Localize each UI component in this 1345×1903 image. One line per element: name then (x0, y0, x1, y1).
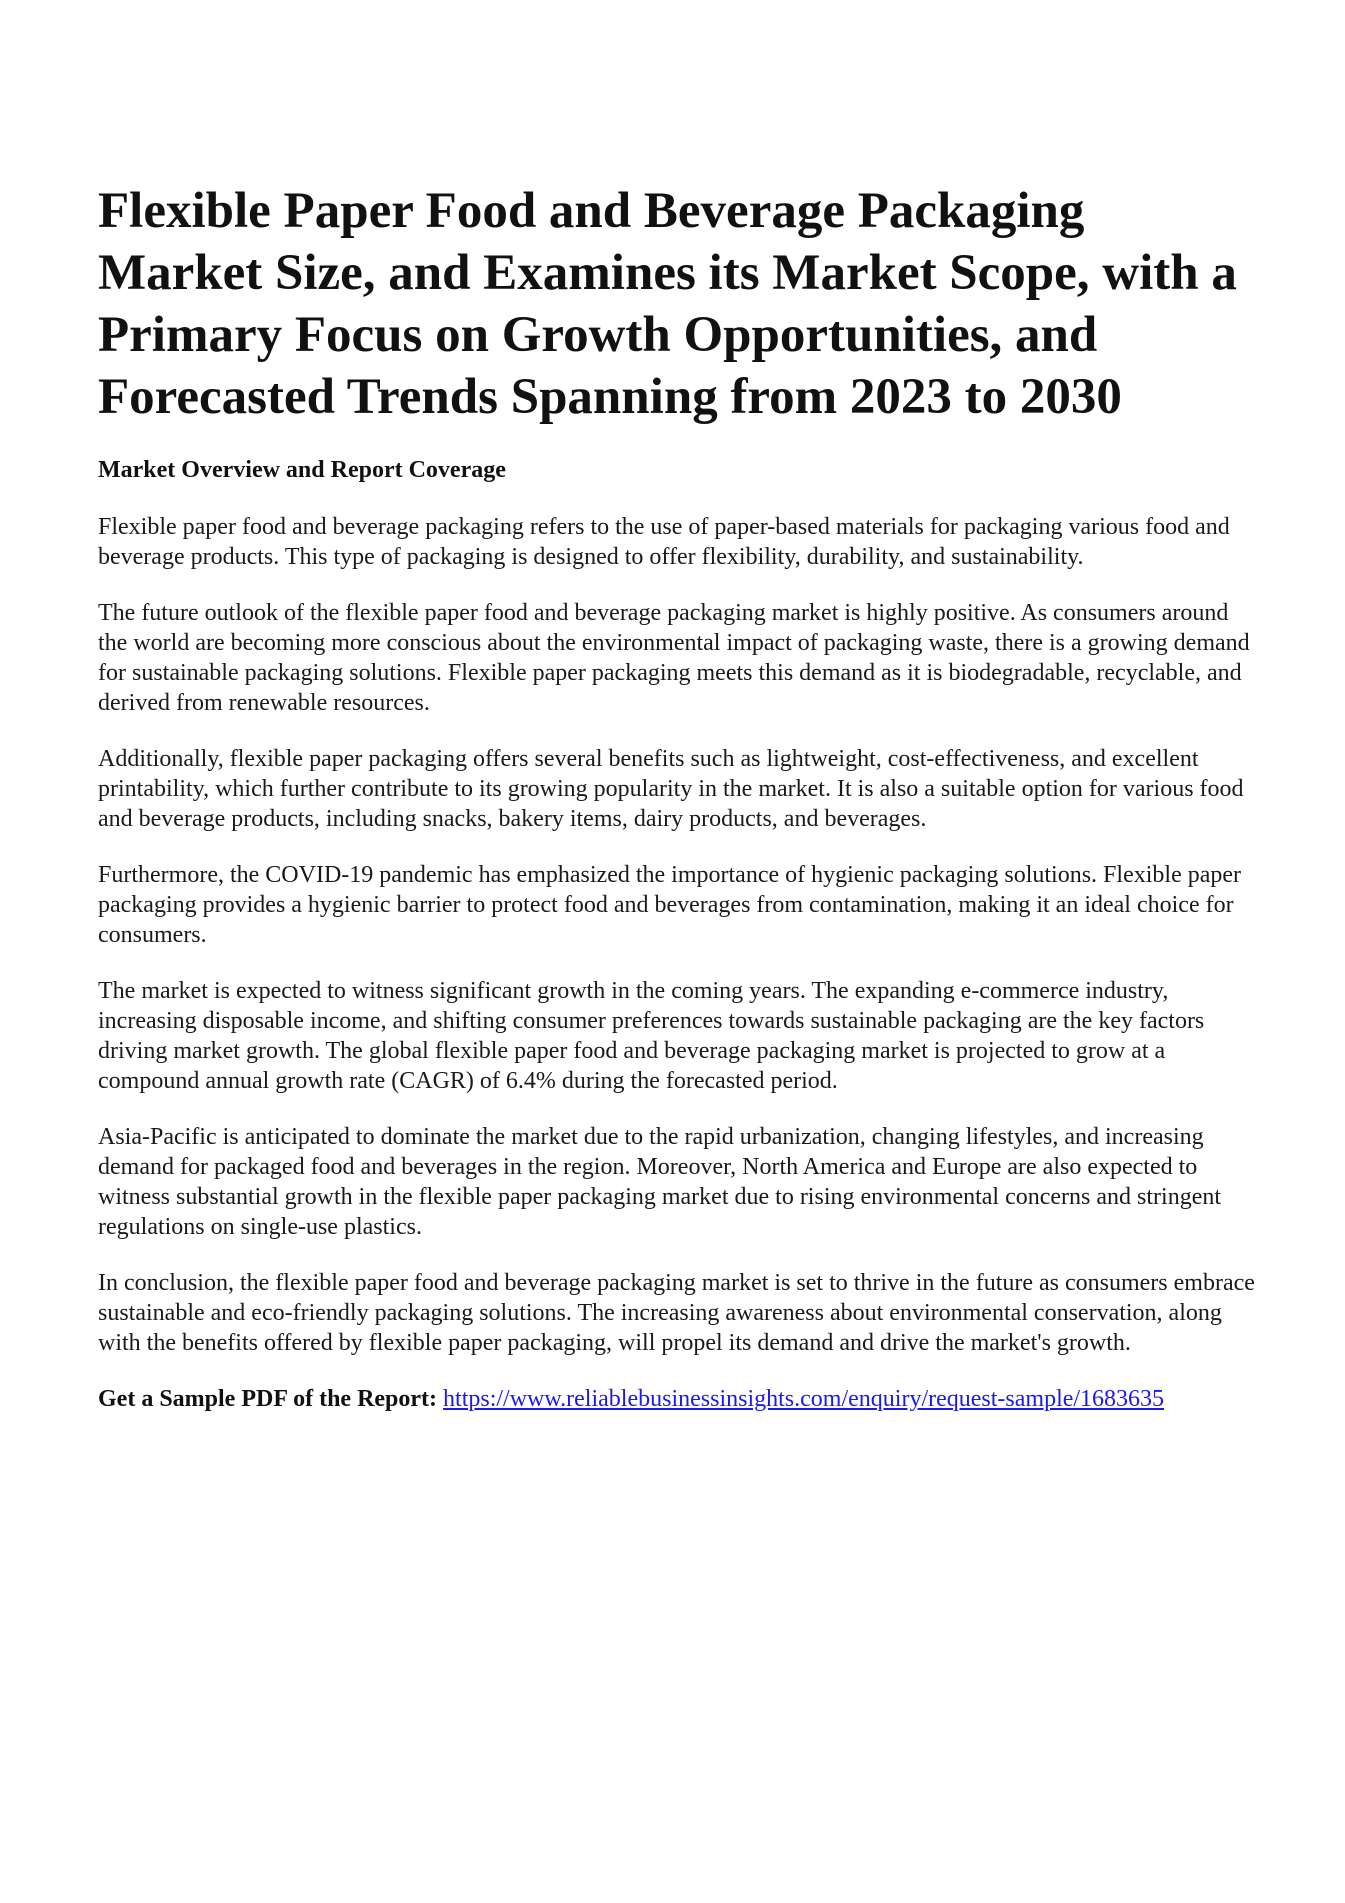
section-heading-market-overview: Market Overview and Report Coverage (98, 457, 506, 483)
paragraph-conclusion: In conclusion, the flexible paper food and beverage packaging market is set to thrive in the future as consumers embrace sustainable and eco-friendly packaging solutions. The increasing awareness about environmental conservation, along with the benefits offered by flexible paper packaging, will propel its demand and drive the market's growth. (98, 1270, 1255, 1356)
sample-pdf-link[interactable]: https://www.reliablebusinessinsights.com/enquiry/request-sample/1683635 (443, 1386, 1165, 1412)
sample-pdf-callout (98, 1384, 1258, 1414)
paragraph-definition: Flexible paper food and beverage packaging refers to the use of paper-based materials for packaging various food and beverage products. This type of packaging is designed to offer flexibility, durability, and sustainability. (98, 514, 1230, 570)
sample-pdf-label: Get a Sample PDF of the Report: (98, 1386, 438, 1412)
paragraph-future-outlook: The future outlook of the flexible paper food and beverage packaging market is highly positive. As consumers around the world are becoming more conscious about the environmental impact of packaging waste, there is a growing demand for sustainable packaging solutions. Flexible paper packaging meets this demand as it is biodegradable, recyclable, and derived from renewable resources. (98, 600, 1250, 716)
document-title: Flexible Paper Food and Beverage Packaging Market Size, and Examines its Market Scope, with a Primary Focus on Growth Opportunities, and Forecasted Trends Spanning from 2023 to 2030 (98, 183, 1237, 425)
paragraph-covid-impact: Furthermore, the COVID-19 pandemic has emphasized the importance of hygienic packaging solutions. Flexible paper packaging provides a hygienic barrier to protect food and beverages from contamination, making it an ideal choice for consumers. (98, 862, 1242, 948)
paragraph-benefits: Additionally, flexible paper packaging offers several benefits such as lightweight, cost-effectiveness, and excellent printability, which further contribute to its growing popularity in the market. It is also a suitable option for various food and beverage products, including snacks, bakery items, dairy products, and beverages. (98, 746, 1244, 832)
paragraph-regional-outlook: Asia-Pacific is anticipated to dominate the market due to the rapid urbanization, changing lifestyles, and increasing demand for packaged food and beverages in the region. Moreover, North America and Europe are also expected to witness substantial growth in the flexible paper packaging market due to rising environmental concerns and stringent regulations on single-use plastics. (98, 1124, 1222, 1240)
paragraph-market-growth: The market is expected to witness significant growth in the coming years. The expanding e-commerce industry, increasing disposable income, and shifting consumer preferences towards sustainable packaging are the key factors driving market growth. The global flexible paper food and beverage packaging market is projected to grow at a compound annual growth rate (CAGR) of 6.4% during the forecasted period. (98, 978, 1205, 1094)
document-page (98, 180, 1258, 1414)
